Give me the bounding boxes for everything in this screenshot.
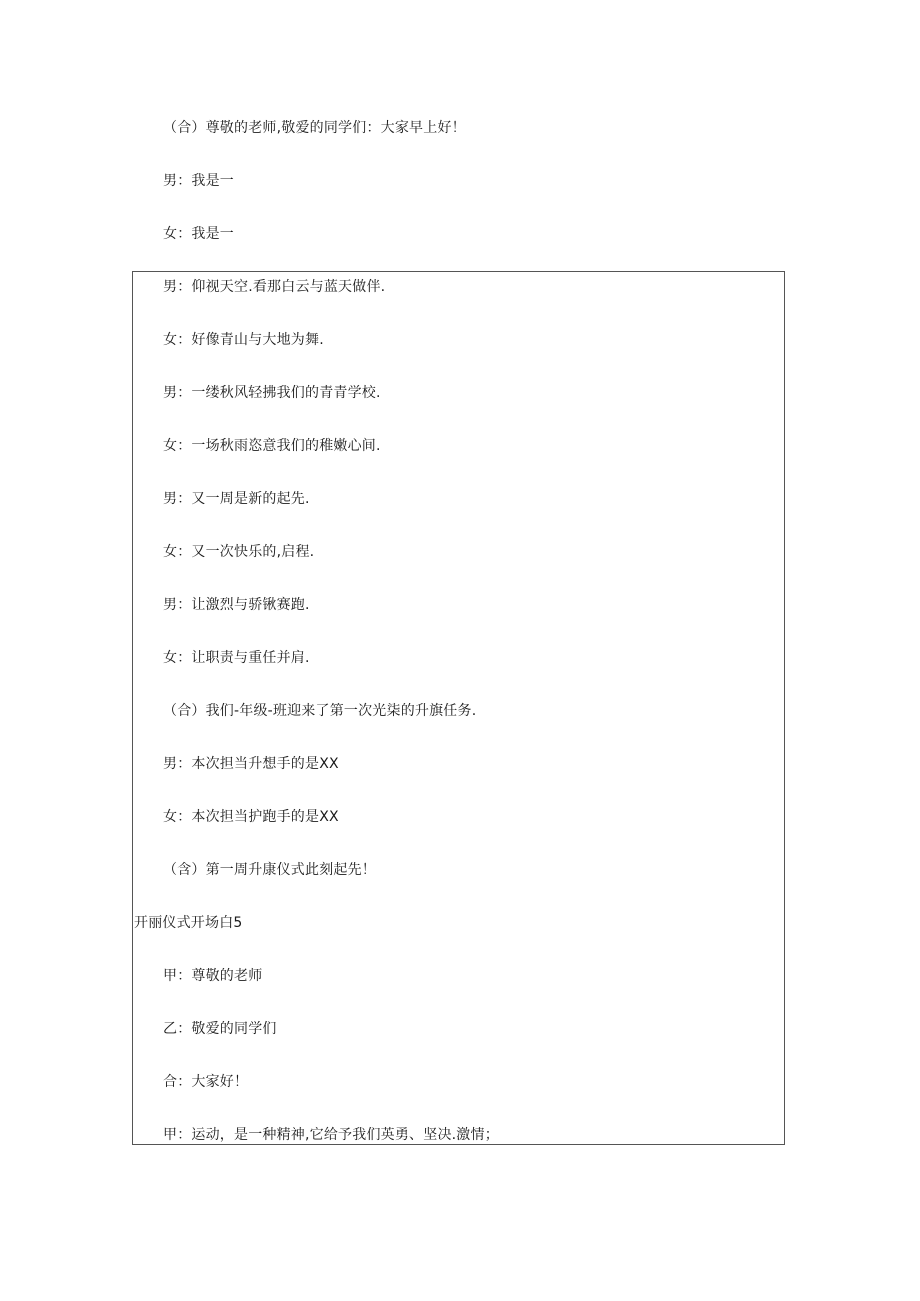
box-line-5: 男：又一周是新的起先.: [163, 491, 310, 507]
box-line-4: 女：一场秋雨恣意我们的稚嫩心间.: [163, 438, 381, 454]
section-heading: 开丽仪式开场白5: [134, 915, 243, 931]
box-line-1: 男：仰视天空.看那白云与蓝天做伴.: [163, 279, 386, 295]
box-line-9: （合）我们-年级-班迎来了第一次光柒的升旗任务.: [163, 703, 477, 719]
box-line-11: 女：本次担当护跑手的是XX: [163, 809, 339, 825]
section-line-1: 甲：尊敬的老师: [163, 968, 263, 984]
intro-line-3: 女：我是一: [163, 226, 234, 242]
box-line-3: 男：一缕秋风轻拂我们的青青学校.: [163, 385, 381, 401]
intro-line-2: 男：我是一: [163, 173, 234, 189]
box-line-10: 男：本次担当升想手的是XX: [163, 756, 339, 772]
box-line-12: （含）第一周升康仪式此刻起先！: [163, 862, 376, 878]
section-line-2: 乙：敬爱的同学们: [163, 1021, 277, 1037]
section-line-4: 甲：运动，是一种精神,它给予我们英勇、坚决.激情；: [163, 1127, 499, 1143]
intro-line-1: （合）尊敬的老师,敬爱的同学们：大家早上好！: [163, 120, 466, 136]
box-line-2: 女：好像青山与大地为舞.: [163, 332, 324, 348]
box-line-6: 女：又一次快乐的,启程.: [163, 544, 315, 560]
section-line-3: 合：大家好！: [163, 1074, 249, 1090]
box-line-7: 男：让激烈与骄锹赛跑.: [163, 597, 310, 613]
box-line-8: 女：让职责与重任并肩.: [163, 650, 310, 666]
